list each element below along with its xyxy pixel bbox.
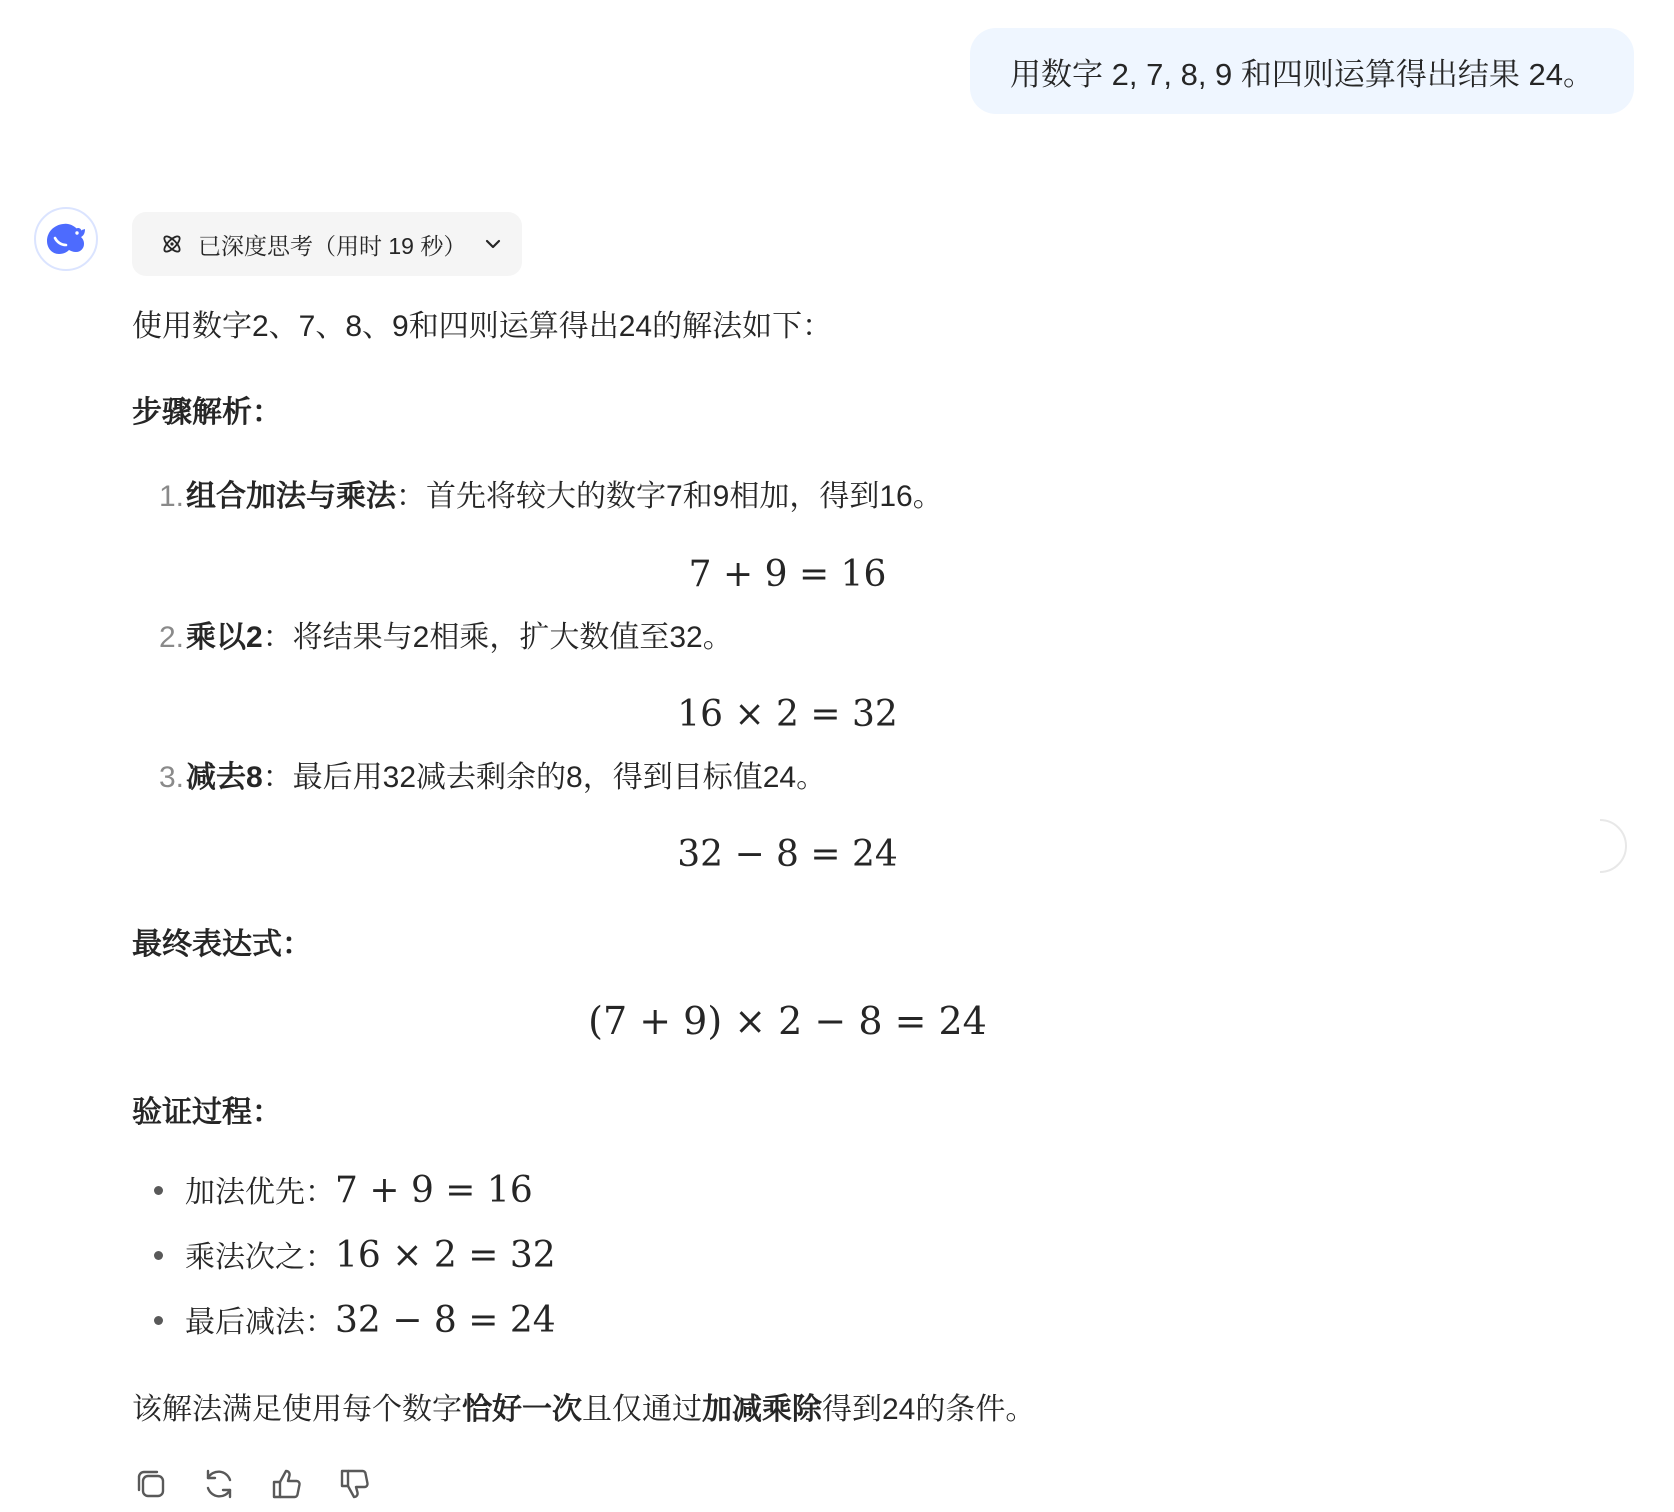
dislike-button[interactable] [336,1465,374,1503]
final-heading: 最终表达式： [132,928,312,961]
step-equation: 16 × 2 = 32 [677,694,898,735]
verify-label: 乘法次之： [185,1241,335,1274]
step-title: 组合加法与乘法 [186,480,396,513]
user-message-text: 用数字 2, 7, 8, 9 和四则运算得出结果 24。 [1010,56,1594,92]
regenerate-button[interactable] [200,1465,238,1503]
conclusion [132,1390,1035,1429]
conclusion-emphasis: 加减乘除 [702,1393,822,1426]
step-number: 3. [158,761,184,794]
conclusion-text: 该解法满足使用每个数字 [132,1393,462,1426]
final-equation: (7 + 9) × 2 − 8 = 24 [588,999,987,1043]
steps-heading: 步骤解析： [132,396,282,429]
bullet-dot [154,1251,163,1260]
thinking-label: 已深度思考（用时 19 秒） [198,232,467,259]
verify-label: 加法优先： [185,1176,335,1209]
verify-item [154,1168,533,1215]
conclusion-text: 且仅通过 [582,1393,702,1426]
verify-heading: 验证过程： [132,1096,282,1129]
step-item [132,618,733,657]
whale-logo-icon [44,221,88,257]
step-equation: 32 − 8 = 24 [677,834,898,875]
copy-icon [133,1466,169,1502]
verify-item [154,1298,556,1345]
verify-equation: 16 × 2 = 32 [335,1235,556,1276]
conclusion-text: 得到24的条件。 [822,1393,1036,1426]
step-number: 2. [158,621,184,654]
verify-equation: 32 − 8 = 24 [335,1300,556,1341]
thumbs-up-icon [269,1466,305,1502]
bullet-dot [154,1186,163,1195]
conclusion-emphasis: 恰好一次 [462,1393,582,1426]
user-message-bubble [970,28,1634,114]
step-equation: 7 + 9 = 16 [688,554,887,595]
like-button[interactable] [268,1465,306,1503]
verify-item [154,1233,556,1280]
thinking-toggle-button[interactable] [132,212,522,276]
message-actions [132,1465,374,1503]
step-text: ：将结果与2相乘，扩大数值至32。 [262,621,733,654]
step-text: ：最后用32减去剩余的8，得到目标值24。 [262,761,827,794]
bullet-dot [154,1316,163,1325]
verify-equation: 7 + 9 = 16 [335,1170,533,1211]
thumbs-down-icon [337,1466,373,1502]
answer-intro: 使用数字2、7、8、9和四则运算得出24的解法如下： [132,310,833,343]
atom-icon [160,232,184,256]
step-number: 1. [158,480,184,513]
step-item [132,477,943,516]
regenerate-icon [201,1466,237,1502]
step-item [132,758,826,797]
step-text: ：首先将较大的数字7和9相加，得到16。 [396,480,943,513]
copy-button[interactable] [132,1465,170,1503]
step-title: 减去8 [186,761,263,794]
verify-label: 最后减法： [185,1306,335,1339]
step-title: 乘以2 [186,621,263,654]
scroll-to-bottom-button[interactable] [1598,818,1628,874]
assistant-avatar [34,207,98,271]
chevron-down-icon [482,233,504,255]
